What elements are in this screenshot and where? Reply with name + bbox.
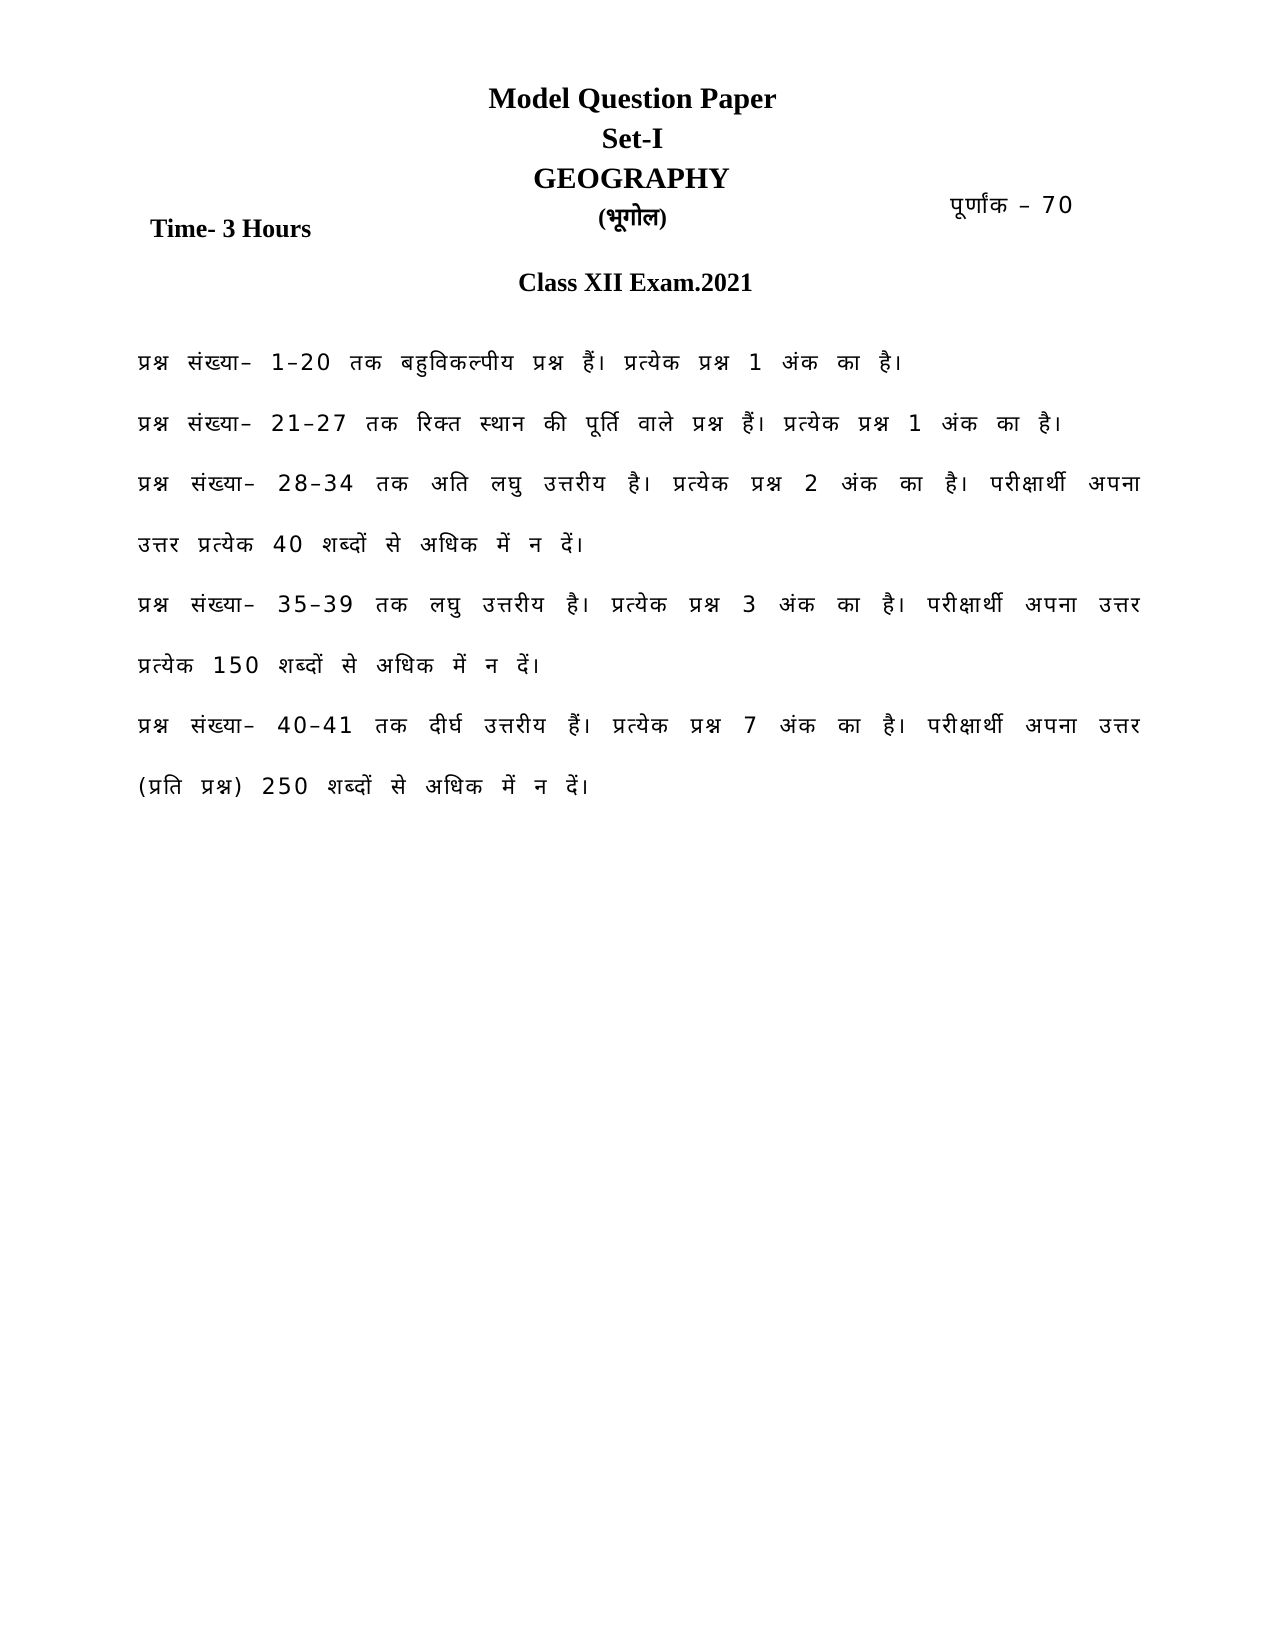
instruction-item: प्रश्न संख्या– 40–41 तक दीर्घ उत्तरीय हैं। प्रत्येक प्रश्न 7 अंक का है। परीक्षार्थी अपना उत्तर (प्रति प्रश्न) 250 शब्दों से अधिक में न दें। [138,714,1142,800]
class-exam: Class XII Exam.2021 [518,268,753,297]
subject-title: GEOGRAPHY [533,162,730,195]
paper-title: Model Question Paper [488,82,777,115]
set-label: Set-I [601,122,664,155]
instruction-item: प्रश्न संख्या– 35–39 तक लघु उत्तरीय है। प्रत्येक प्रश्न 3 अंक का है। परीक्षार्थी अपना उत्तर प्रत्येक 150 शब्दों से अधिक में न दें। [138,593,1142,679]
full-marks: पूर्णांक – 70 [950,193,1075,219]
instruction-item: प्रश्न संख्या– 1–20 तक बहुविकल्पीय प्रश्न हैं। प्रत्येक प्रश्न 1 अंक का है। [138,351,904,376]
instruction-item: प्रश्न संख्या– 28–34 तक अति लघु उत्तरीय है। प्रत्येक प्रश्न 2 अंक का है। परीक्षार्थी अपना उत्तर प्रत्येक 40 शब्दों से अधिक में न दें। [138,472,1142,558]
instruction-item: प्रश्न संख्या– 21–27 तक रिक्त स्थान की पूर्ति वाले प्रश्न हैं। प्रत्येक प्रश्न 1 अंक का है। [138,411,1064,437]
time-allowed: Time- 3 Hours [150,214,312,243]
instructions-block [138,334,1142,818]
subject-hindi: (भूगोल) [598,205,667,231]
